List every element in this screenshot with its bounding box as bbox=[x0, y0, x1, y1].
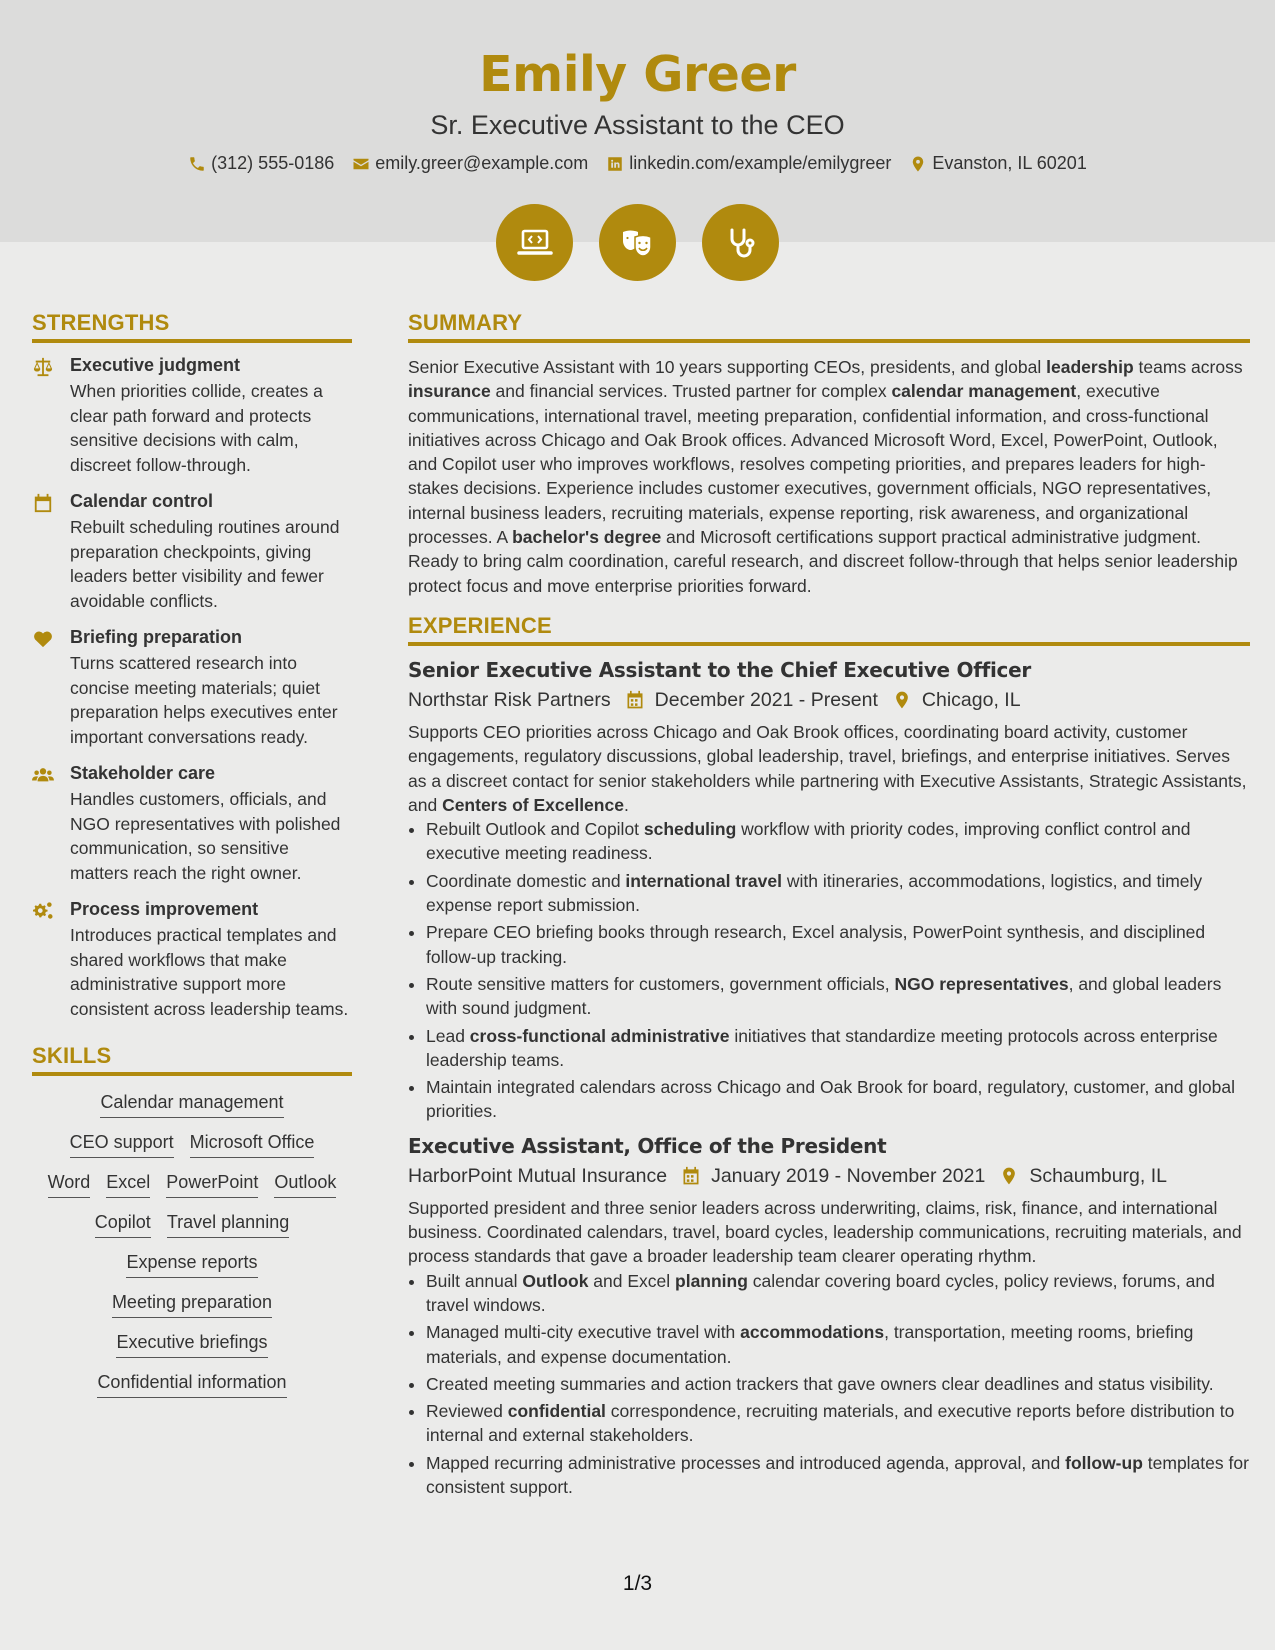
hobby-icons bbox=[0, 204, 1275, 281]
candidate-title: Sr. Executive Assistant to the CEO bbox=[430, 110, 845, 140]
theater-masks-icon bbox=[599, 204, 676, 281]
skills-list bbox=[32, 1092, 352, 1398]
contact-linkedin[interactable] bbox=[606, 153, 891, 174]
laptop-code-icon bbox=[496, 204, 573, 281]
strength-title: Executive judgment bbox=[70, 355, 241, 375]
linkedin-icon bbox=[606, 155, 624, 173]
strength-title: Process improvement bbox=[70, 899, 259, 919]
phone-icon bbox=[188, 155, 206, 173]
job-role: Senior Executive Assistant to the Chief Executive Officer bbox=[408, 657, 1031, 682]
contact-email[interactable] bbox=[352, 153, 588, 174]
experience-heading: EXPERIENCE bbox=[408, 613, 1250, 646]
job-location: Chicago, IL bbox=[921, 688, 1021, 711]
list-item: • Lead cross-functional administrative initiatives that standardize meeting protocols across enterprise leadership teams. bbox=[426, 1024, 1250, 1073]
skill-tag: Microsoft Office bbox=[190, 1132, 315, 1158]
strength-desc: Turns scattered research into concise meeting materials; quiet preparation helps executives enter important conversations ready. bbox=[70, 653, 338, 747]
strength-item bbox=[32, 627, 352, 749]
calendar-icon bbox=[681, 1166, 701, 1186]
candidate-name: Emily Greer bbox=[479, 46, 796, 103]
contact-location bbox=[909, 153, 1086, 174]
job-meta bbox=[408, 1165, 1250, 1188]
list-item: • Reviewed confidential correspondence, recruiting materials, and executive reports before distribution to internal and external stakeholders. bbox=[426, 1399, 1250, 1448]
strength-item bbox=[32, 355, 352, 477]
skill-tag: Executive briefings bbox=[116, 1332, 267, 1358]
list-item: • Created meeting summaries and action trackers that gave owners clear deadlines and status visibility. bbox=[426, 1372, 1250, 1396]
calendar-icon bbox=[32, 493, 54, 513]
job-dates: December 2021 - Present bbox=[654, 688, 878, 711]
job-entry bbox=[408, 658, 1250, 1124]
strength-title: Briefing preparation bbox=[70, 627, 243, 647]
map-pin-icon bbox=[892, 690, 912, 710]
linkedin-text: linkedin.com/example/emilygreer bbox=[629, 153, 892, 173]
list-item: • Maintain integrated calendars across Chicago and Oak Brook for board, regulatory, customer, and global priorities. bbox=[426, 1075, 1250, 1124]
strength-item bbox=[32, 763, 352, 885]
calendar-icon bbox=[625, 690, 645, 710]
job-bullets bbox=[426, 1269, 1250, 1500]
strength-desc: When priorities collide, creates a clear path forward and protects sensitive decisions with calm, discreet follow-through. bbox=[70, 381, 323, 475]
skill-tag: Word bbox=[48, 1172, 91, 1198]
list-item: • Prepare CEO briefing books through research, Excel analysis, PowerPoint synthesis, and disciplined follow-up tracking. bbox=[426, 920, 1250, 969]
list-item: • Coordinate domestic and international travel with itineraries, accommodations, logistics, and timely expense report submission. bbox=[426, 869, 1250, 918]
list-item: • Route sensitive matters for customers, government officials, NGO representatives, and global leaders with sound judgment. bbox=[426, 972, 1250, 1021]
skill-tag: Travel planning bbox=[167, 1212, 289, 1238]
cogs-icon bbox=[32, 901, 54, 921]
strength-title: Calendar control bbox=[70, 491, 214, 511]
heart-icon bbox=[32, 629, 54, 649]
job-company: HarborPoint Mutual Insurance bbox=[408, 1164, 668, 1187]
location-text: Evanston, IL 60201 bbox=[932, 153, 1087, 173]
job-dates: January 2019 - November 2021 bbox=[711, 1164, 986, 1187]
strength-item bbox=[32, 491, 352, 613]
skill-tag: Expense reports bbox=[126, 1252, 257, 1278]
phone-text: (312) 555-0186 bbox=[211, 153, 335, 173]
stethoscope-icon bbox=[702, 204, 779, 281]
summary-text: Senior Executive Assistant with 10 years supporting CEOs, presidents, and global leadership teams across insurance and financial services. Trusted partner for complex calendar management, executive communications, international travel, meeting preparation, confidential information, and cross-functional initiatives across Chicago and Oak Brook offices. Advanced Microsoft Word, Excel, PowerPoint, Outlook, and Copilot user who improves workflows, resolves competing priorities, and prepares leaders for high-stakes decisions. Experience includes customer executives, government officials, NGO representatives, internal business leaders, recruiting materials, expense reporting, risk awareness, and organizational processes. A bachelor's degree and Microsoft certifications support practical administrative judgment. Ready to bring calm coordination, careful research, and discreet follow-through that helps senior leadership protect focus and move enterprise priorities forward. bbox=[408, 357, 1243, 596]
envelope-icon bbox=[352, 155, 370, 173]
job-entry bbox=[408, 1134, 1250, 1500]
list-item: • Managed multi-city executive travel with accommodations, transportation, meeting rooms, briefing materials, and expense documentation. bbox=[426, 1320, 1250, 1369]
strength-title: Stakeholder care bbox=[70, 763, 216, 783]
users-icon bbox=[32, 765, 54, 785]
strength-desc: Introduces practical templates and shared workflows that make administrative support more consistent across leadership teams. bbox=[70, 925, 349, 1019]
skill-tag: Confidential information bbox=[97, 1372, 286, 1398]
skill-tag: Meeting preparation bbox=[112, 1292, 272, 1318]
job-description: Supported president and three senior leaders across underwriting, claims, risk, finance, and international business. Coordinated calendars, travel, board cycles, leadership communications, recruiting materials, and process standards that gave a broader leadership team clearer operating rhythm. bbox=[408, 1197, 1242, 1267]
strength-item bbox=[32, 899, 352, 1021]
map-pin-icon bbox=[999, 1166, 1019, 1186]
job-bullets bbox=[426, 817, 1250, 1124]
right-column bbox=[408, 310, 1250, 1502]
list-item: • Mapped recurring administrative processes and introduced agenda, approval, and follow-up templates for consistent support. bbox=[426, 1451, 1250, 1500]
job-meta bbox=[408, 689, 1250, 712]
contact-bar bbox=[0, 153, 1275, 174]
balance-scale-icon bbox=[32, 357, 54, 377]
skill-tag: Outlook bbox=[274, 1172, 336, 1198]
strengths-heading: STRENGTHS bbox=[32, 310, 352, 343]
skill-tag: PowerPoint bbox=[166, 1172, 258, 1198]
map-pin-icon bbox=[909, 155, 927, 173]
list-item: • Built annual Outlook and Excel planning calendar covering board cycles, policy reviews, forums, and travel windows. bbox=[426, 1269, 1250, 1318]
job-location: Schaumburg, IL bbox=[1029, 1164, 1167, 1187]
contact-phone[interactable] bbox=[188, 153, 334, 174]
strength-desc: Handles customers, officials, and NGO representatives with polished communication, so sensitive matters reach the right owner. bbox=[70, 789, 341, 883]
skill-tag: Excel bbox=[106, 1172, 150, 1198]
skills-heading: SKILLS bbox=[32, 1043, 352, 1076]
skill-tag: Calendar management bbox=[100, 1092, 283, 1118]
job-description: Supports CEO priorities across Chicago and Oak Brook offices, coordinating board activity, customer engagements, regulatory discussions, global leadership, travel, briefings, and enterprise initiatives. Serves as a discreet contact for senior stakeholders while partnering with Executive Assistants, Strategic Assistants, and Centers of Excellence. bbox=[408, 721, 1247, 815]
page-number: 1/3 bbox=[622, 1572, 653, 1595]
summary-heading: SUMMARY bbox=[408, 310, 1250, 343]
left-column bbox=[32, 310, 352, 1412]
job-company: Northstar Risk Partners bbox=[408, 688, 611, 711]
strength-desc: Rebuilt scheduling routines around preparation checkpoints, giving leaders better visibility and fewer avoidable conflicts. bbox=[70, 517, 340, 611]
job-role: Executive Assistant, Office of the President bbox=[408, 1133, 887, 1158]
skill-tag: Copilot bbox=[95, 1212, 151, 1238]
email-text: emily.greer@example.com bbox=[375, 153, 589, 173]
list-item: • Rebuilt Outlook and Copilot scheduling workflow with priority codes, improving conflict control and executive meeting readiness. bbox=[426, 817, 1250, 866]
skill-tag: CEO support bbox=[70, 1132, 174, 1158]
